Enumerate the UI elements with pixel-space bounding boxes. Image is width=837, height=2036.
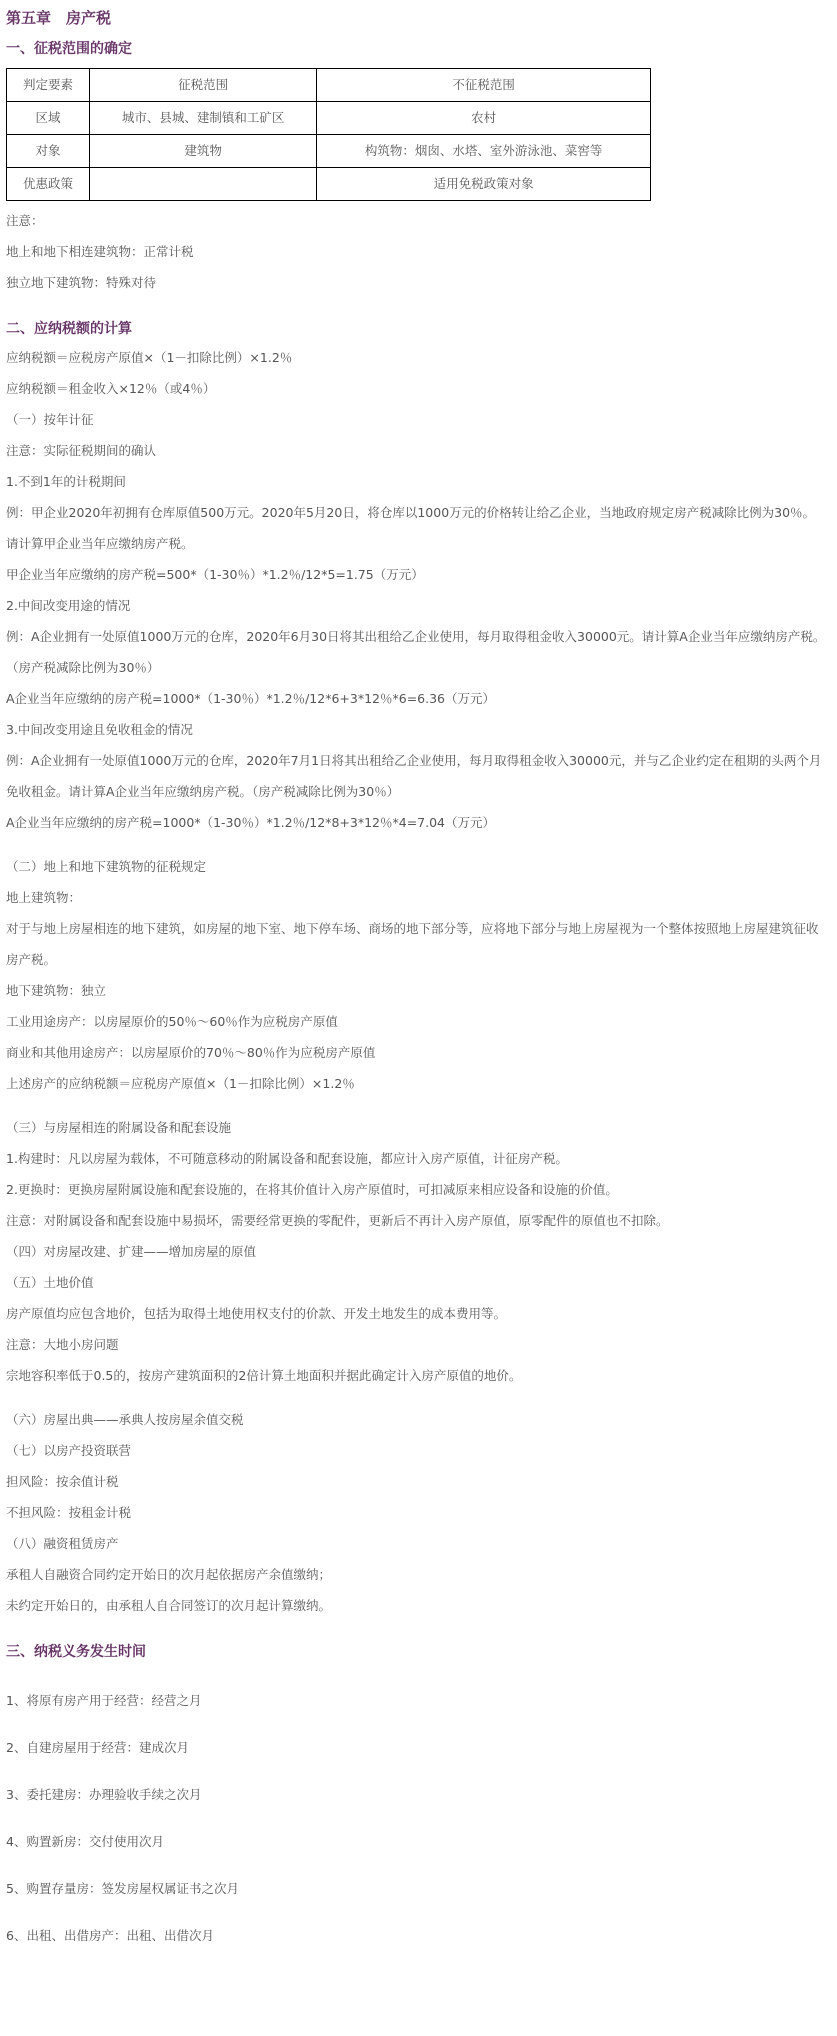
subsection-heading: （三）与房屋相连的附属设备和配套设施	[6, 1120, 232, 1135]
table-cell-nontaxable: 农村	[317, 102, 651, 135]
table-header-nontaxable: 不征税范围	[317, 69, 651, 102]
paragraph: 担风险：按余值计税	[6, 1474, 119, 1489]
paragraph: 承租人自融资合同约定开始日的次月起依据房产余值缴纳；	[6, 1567, 332, 1582]
paragraph: 宗地容积率低于0.5的，按房产建筑面积的2倍计算土地面积并据此确定计入房产原值的地价。	[6, 1368, 522, 1383]
chapter-title: 第五章 房产税	[6, 9, 112, 27]
table-header-factor: 判定要素	[7, 69, 90, 102]
timing-item: 6、出租、出借房产：出租、出借次月	[6, 1928, 214, 1943]
numbered-point: 2.中间改变用途的情况	[6, 598, 131, 613]
table-cell-nontaxable: 构筑物：烟囱、水塔、室外游泳池、菜窖等	[317, 135, 651, 168]
timing-item: 3、委托建房：办理验收手续之次月	[6, 1787, 202, 1802]
table-header-taxable: 征税范围	[89, 69, 316, 102]
section-1-heading: 一、征税范围的确定	[6, 41, 132, 57]
table-header-row	[7, 69, 651, 102]
numbered-point: 3.中间改变用途且免收租金的情况	[6, 722, 193, 737]
timing-item: 1、将原有房产用于经营：经营之月	[6, 1693, 202, 1708]
paragraph: 地上建筑物：	[6, 890, 82, 905]
paragraph: 房产原值均应包含地价，包括为取得土地使用权支付的价款、开发土地发生的成本费用等。	[6, 1306, 507, 1321]
subsection-heading: （四）对房屋改建、扩建——增加房屋的原值	[6, 1244, 257, 1259]
subsection-heading: （一）按年计征	[6, 412, 94, 427]
table-cell-taxable: 城市、县城、建制镇和工矿区	[89, 102, 316, 135]
example-text: 例：A企业拥有一处原值1000万元的仓库，2020年6月30日将其出租给乙企业使用，每月取得租金收入30000元。请计算A企业当年应缴纳房产税。（房产税减除比例为30％）	[6, 629, 826, 675]
timing-item: 5、购置存量房：签发房屋权属证书之次月	[6, 1881, 239, 1896]
example-text: 例：甲企业2020年初拥有仓库原值500万元。2020年5月20日，将仓库以1000万元的价格转让给乙企业，当地政府规定房产税减除比例为30％。请计算甲企业当年应缴纳房产税。	[6, 505, 816, 551]
formula-line: 上述房产的应纳税额＝应税房产原值×（1－扣除比例）×1.2％	[6, 1076, 355, 1091]
formula-line: A企业当年应缴纳的房产税=1000*（1-30％）*1.2％/12*6+3*12％*6=6.36（万元）	[6, 691, 495, 706]
table-cell-nontaxable: 适用免税政策对象	[317, 168, 651, 201]
note-line: 注意：对附属设备和配套设施中易损坏，需要经常更换的零配件，更新后不再计入房产原值，原零配件的原值也不扣除。	[6, 1213, 669, 1228]
table-row	[7, 102, 651, 135]
paragraph: 不担风险：按租金计税	[6, 1505, 132, 1520]
note-label: 注意：	[6, 213, 44, 228]
paragraph: 商业和其他用途房产：以房屋原价的70％～80％作为应税房产原值	[6, 1045, 376, 1060]
formula-line: 应纳税额＝应税房产原值×（1－扣除比例）×1.2％	[6, 350, 293, 365]
section-3-heading: 三、纳税义务发生时间	[6, 1644, 146, 1660]
note-line: 地上和地下相连建筑物：正常计税	[6, 244, 194, 259]
numbered-point: 2.更换时：更换房屋附属设施和配套设施的，在将其价值计入房产原值时，可扣减原来相应设备和设施的价值。	[6, 1182, 618, 1197]
numbered-point: 1.不到1年的计税期间	[6, 474, 126, 489]
numbered-point: 1.构建时：凡以房屋为载体，不可随意移动的附属设备和配套设施，都应计入房产原值，计征房产税。	[6, 1151, 568, 1166]
formula-line: 甲企业当年应缴纳的房产税=500*（1-30％）*1.2％/12*5=1.75（万元）	[6, 567, 424, 582]
table-cell-factor: 区域	[7, 102, 90, 135]
subsection-heading: （二）地上和地下建筑物的征税规定	[6, 859, 207, 874]
timing-item: 2、自建房屋用于经营：建成次月	[6, 1740, 189, 1755]
note-line: 注意：实际征税期间的确认	[6, 443, 157, 458]
table-row	[7, 135, 651, 168]
timing-item: 4、购置新房：交付使用次月	[6, 1834, 164, 1849]
table-cell-factor: 对象	[7, 135, 90, 168]
paragraph: 对于与地上房屋相连的地下建筑，如房屋的地下室、地下停车场、商场的地下部分等，应将地下部分与地上房屋视为一个整体按照地上房屋建筑征收房产税。	[6, 921, 819, 967]
table-cell-factor: 优惠政策	[7, 168, 90, 201]
paragraph: 地下建筑物：独立	[6, 983, 107, 998]
subsection-heading: （七）以房产投资联营	[6, 1443, 132, 1458]
table-cell-taxable	[89, 168, 316, 201]
table-cell-taxable: 建筑物	[89, 135, 316, 168]
note-line: 独立地下建筑物：特殊对待	[6, 275, 157, 290]
formula-line: A企业当年应缴纳的房产税=1000*（1-30％）*1.2％/12*8+3*12％*4=7.04（万元）	[6, 815, 495, 830]
example-text: 例：A企业拥有一处原值1000万元的仓库，2020年7月1日将其出租给乙企业使用，每月取得租金收入30000元，并与乙企业约定在租期的头两个月免收租金。请计算A企业当年应缴纳房产税。（房产税减除比例为30％）	[6, 753, 822, 799]
paragraph: 工业用途房产：以房屋原价的50％～60％作为应税房产原值	[6, 1014, 338, 1029]
tax-scope-table	[6, 68, 651, 201]
subsection-heading: （八）融资租赁房产	[6, 1536, 119, 1551]
paragraph: 未约定开始日的，由承租人自合同签订的次月起计算缴纳。	[6, 1598, 332, 1613]
table-row	[7, 168, 651, 201]
subsection-heading: （六）房屋出典——承典人按房屋余值交税	[6, 1412, 244, 1427]
formula-line: 应纳税额＝租金收入×12％（或4％）	[6, 381, 216, 396]
note-line: 注意：大地小房问题	[6, 1337, 119, 1352]
subsection-heading: （五）土地价值	[6, 1275, 94, 1290]
section-2-heading: 二、应纳税额的计算	[6, 321, 132, 337]
